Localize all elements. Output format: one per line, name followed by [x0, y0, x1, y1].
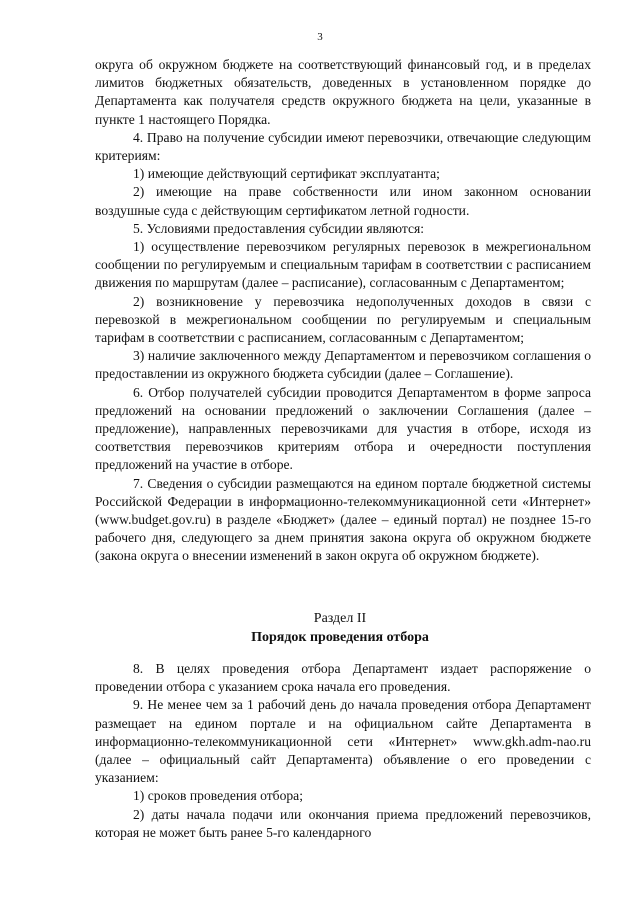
paragraph-4: 4. Право на получение субсидии имеют перевозчики, отвечающие следующим критериям: — [95, 129, 591, 164]
page-number: 3 — [317, 31, 323, 43]
paragraph-9-item-1: 1) сроков проведения отбора; — [133, 788, 303, 804]
paragraph-6: 6. Отбор получателей субсидии проводится Департаментом в форме запроса предложений на основании предложений о заключении Соглашения (далее – предложение), направленных перевозчиками для участия в отборе, исходя из соответствия перевозчиков критериям отбора и очередности поступления предложений на участие в отборе. — [95, 384, 591, 473]
paragraph-5-item-1: 1) осуществление перевозчиком регулярных перевозок в межрегиональном сообщении по регулируемым и специальным тарифам в соответствии с расписанием движения по маршрутам (далее – расписание), согласованным с Департаментом; — [95, 239, 591, 291]
paragraph-continuation: округа об окружном бюджете на соответствующий финансовый год, и в пределах лимитов бюджетных обязательств, доведенных в установленном порядке до Департамента как получателя средств окружного бюджета на цели, указанные в пункте 1 настоящего Порядка. — [95, 57, 591, 127]
paragraph-5: 5. Условиями предоставления субсидии являются: — [133, 220, 425, 236]
paragraph-9: 9. Не менее чем за 1 рабочий день до начала проведения отбора Департамент размещает на едином портале и на официальном сайте Департамента в информационно-телекоммуникационной сети «Интернет» www.gkh.adm-nao.ru (далее – официальный сайт Департамента) объявление о его проведении с указанием: — [95, 697, 591, 786]
paragraph-7: 7. Сведения о субсидии размещаются на едином портале бюджетной системы Российской Федерации в информационно-телекоммуникационной сети «Интернет» (www.budget.gov.ru) в разделе «Бюджет» (далее – единый портал) не позднее 15-го рабочего дня, следующего за днем принятия закона округа об окружном бюджете (закона округа о внесении изменений в закон округа об окружном бюджете). — [95, 475, 591, 564]
paragraph-9-item-2: 2) даты начала подачи или окончания приема предложений перевозчиков, которая не может быть ранее 5-го календарного — [95, 806, 591, 840]
section-title: Порядок проведения отбора — [251, 630, 429, 645]
section-label: Раздел II — [313, 611, 367, 626]
paragraph-8: 8. В целях проведения отбора Департамент издает распоряжение о проведении отбора с указанием срока начала его проведения. — [95, 661, 591, 695]
body-text-lower — [95, 660, 591, 842]
paragraph-4-item-2: 2) имеющие на праве собственности или ином законном основании воздушные суда с действующим сертификатом летной годности. — [95, 184, 591, 218]
body-text-upper — [95, 56, 591, 566]
paragraph-5-item-3: 3) наличие заключенного между Департаментом и перевозчиком соглашения о предоставлении из окружного бюджета субсидии (далее – Соглашение). — [95, 348, 591, 382]
paragraph-5-item-2: 2) возникновение у перевозчика недополученных доходов в связи с перевозкой в межрегиональном сообщении по регулируемым и специальным тарифам в соответствии с расписанием, согласованным с Департаментом; — [95, 293, 591, 346]
paragraph-4-item-1: 1) имеющие действующий сертификат эксплуатанта; — [133, 166, 440, 182]
